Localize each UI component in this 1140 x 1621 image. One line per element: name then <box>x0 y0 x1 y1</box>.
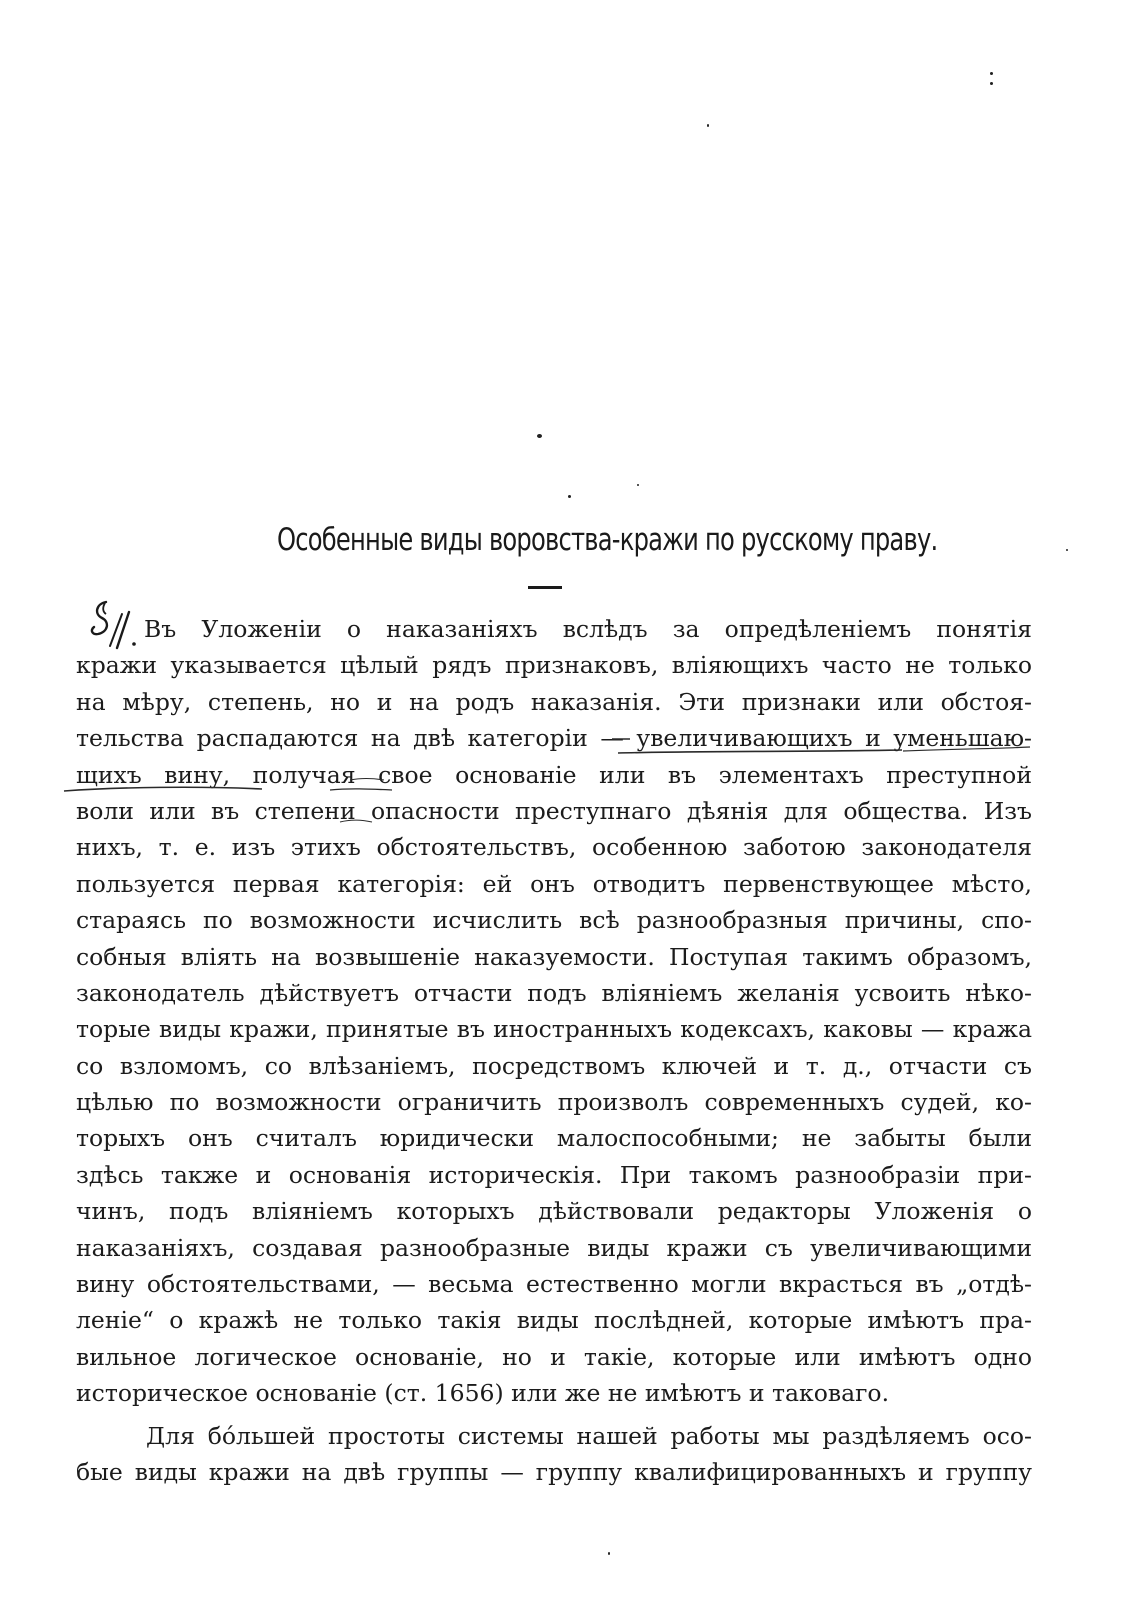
text-line: стараясь по возможности исчислить всѣ разнообразныя причины, спо- <box>76 906 1032 935</box>
text-line: бые виды кражи на двѣ группы — группу квалифицированныхъ и группу <box>76 1457 1032 1486</box>
paragraph <box>76 611 1032 1412</box>
scan-speck <box>707 124 709 127</box>
scan-speck <box>990 82 993 85</box>
scan-speck <box>637 484 639 486</box>
text-line: на мѣру, степень, но и на родъ наказанiя. Эти признаки или обстоя- <box>76 687 1032 716</box>
text-line: чинъ, подъ влiянiемъ которыхъ дѣйствовали редакторы Уложенiя о <box>76 1197 1032 1226</box>
text-line: ленiе“ о кражѣ не только такiя виды послѣдней, которые имѣютъ пра- <box>76 1306 1032 1335</box>
text-line: торыхъ онъ считалъ юридически малоспособными; не забыты были <box>76 1124 1032 1153</box>
title-rule <box>528 586 562 589</box>
text-line: здѣсь также и основанiя историческiя. При такомъ разнообразiи при- <box>76 1160 1032 1189</box>
text-line: цѣлью по возможности ограничить произволъ современныхъ судей, ко- <box>76 1088 1032 1117</box>
text-line: законодатель дѣйствуетъ отчасти подъ влiянiемъ желанiя усвоить нѣко- <box>76 978 1032 1007</box>
text-line: вильное логическое основанiе, но и такiе, которые или имѣютъ одно <box>76 1342 1032 1371</box>
text-line: наказанiяхъ, создавая разнообразные виды кражи съ увеличивающими <box>76 1233 1032 1262</box>
text-line: вину обстоятельствами, — весьма естественно могли вкрасться въ „отдѣ- <box>76 1270 1032 1299</box>
scan-speck <box>568 495 571 498</box>
page-title: Особенные виды воровства-кражи по русскому праву. <box>277 522 938 558</box>
text-line: историческое основанiе (ст. 1656) или же не имѣютъ и таковаго. <box>76 1379 890 1408</box>
text-line: со взломомъ, со влѣзанiемъ, посредствомъ ключей и т. д., отчасти съ <box>76 1051 1032 1080</box>
scan-speck <box>608 1552 610 1555</box>
scan-speck <box>990 72 993 75</box>
text-line: тельства распадаются на двѣ категорiи — увеличивающихъ и уменьшаю- <box>76 724 1032 753</box>
text-line: щихъ вину, получая свое основанiе или въ элементахъ преступной <box>76 760 1032 789</box>
text-line: пользуется первая категорiя: ей онъ отводитъ первенствующее мѣсто, <box>76 869 1032 898</box>
text-line: воли или въ степени опасности преступнаго дѣянiя для общества. Изъ <box>76 796 1032 825</box>
text-line: торые виды кражи, принятые въ иностранныхъ кодексахъ, каковы — кража <box>76 1015 1032 1044</box>
scan-speck <box>1066 549 1068 551</box>
text-line: Въ Уложенiи о наказанiяхъ вслѣдъ за опредѣленiемъ понятiя <box>144 615 1032 643</box>
text-line: нихъ, т. е. изъ этихъ обстоятельствъ, особенною заботою законодателя <box>76 833 1032 862</box>
body-text <box>76 611 1032 1490</box>
text-line: Для бóльшей простоты системы нашей работы мы раздѣляемъ осо- <box>146 1421 1032 1450</box>
text-line: кражи указывается цѣлый рядъ признаковъ, влiяющихъ часто не только <box>76 651 1032 680</box>
paragraph <box>76 1418 1032 1491</box>
text-line: собныя влiять на возвышенiе наказуемости. Поступая такимъ образомъ, <box>76 942 1032 971</box>
scan-speck <box>537 434 542 438</box>
